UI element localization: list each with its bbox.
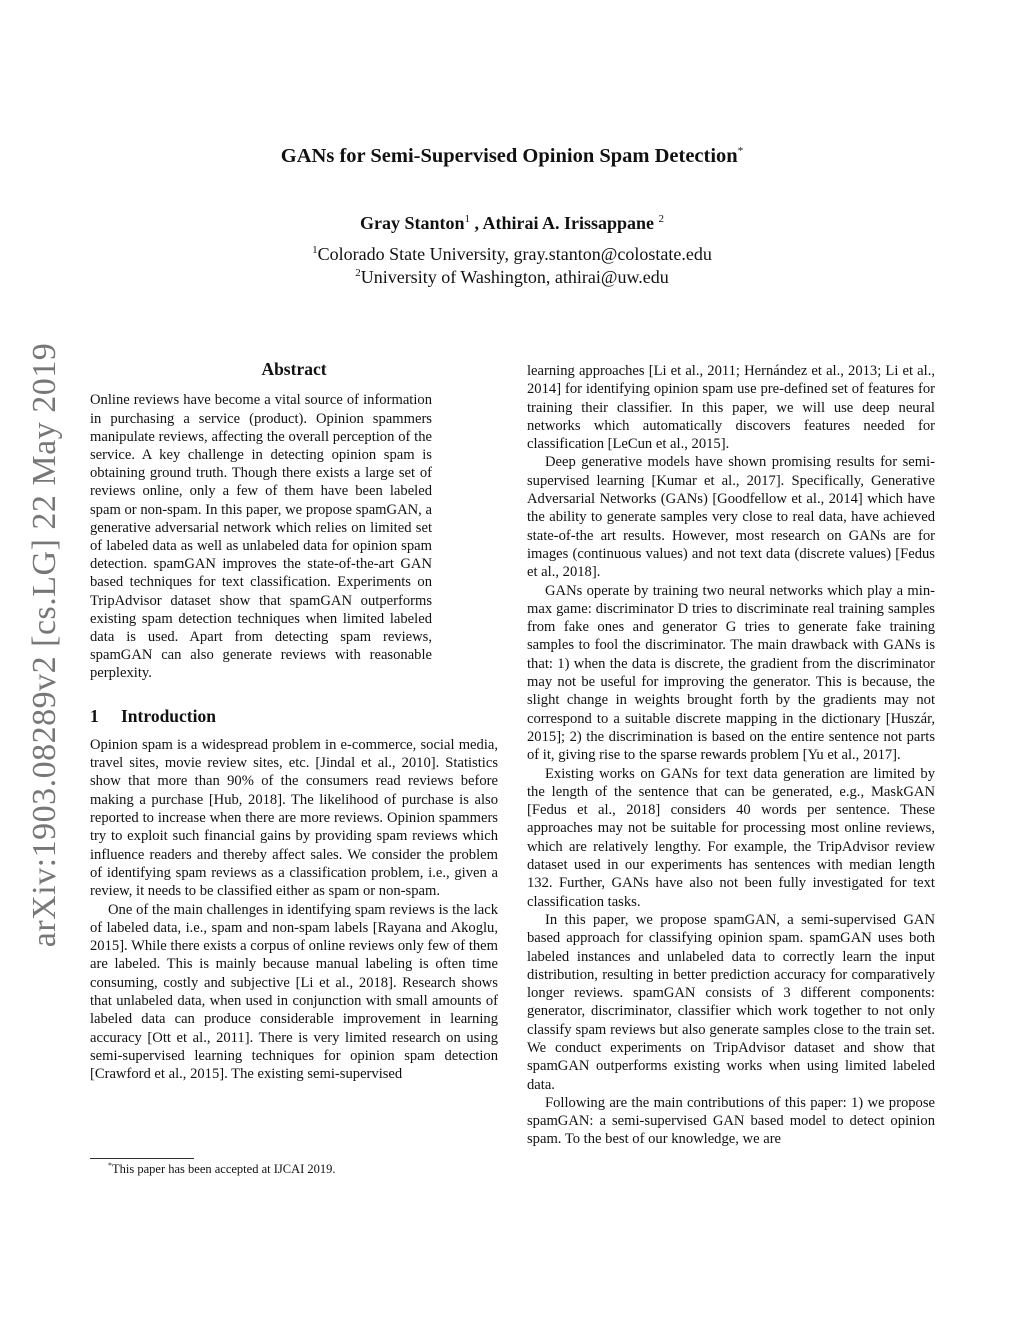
footnote-mark: * <box>108 1161 112 1170</box>
right-paragraph-2: Deep generative models have shown promising results for semi-supervised learning [Kumar et al., 2017]. Specifically, Generative Adversarial Networks (GANs) [Goodfellow et al., 2014] which have the ability to generate samples very close to real data, have achieved state-of-the art results. However, most research on GANs are for images (continuous values) and not text data (discrete values) [Fedus et al., 2018]. <box>527 454 935 581</box>
right-paragraph-1: learning approaches [Li et al., 2011; Hernández et al., 2013; Li et al., 2014] for identifying opinion spam use pre-defined set of features for training their classifier. In this paper, we will use deep neural networks which automatically discovers features needed for classification [LeCun et al., 2015]. <box>527 363 935 453</box>
affiliation-2-mark: 2 <box>355 267 361 279</box>
footnote <box>108 1161 336 1177</box>
affiliation-2-text: University of Washington, athirai@uw.edu <box>360 267 669 287</box>
author-2-mark: 2 <box>658 213 665 225</box>
right-paragraph-5: In this paper, we propose spamGAN, a semi-supervised GAN based approach for classifying opinion spam. spamGAN uses both labeled instances and unlabeled data to correctly learn the input distribution, resulting in better prediction accuracy for comparatively longer reviews. spamGAN consists of 3 different components: generator, discriminator, classifier which work together to not only classify spam reviews but also generate samples close to the train set. We conduct experiments on TripAdvisor dataset and show that spamGAN outperforms existing works when using limited labeled data. <box>527 911 935 1093</box>
abstract-heading: Abstract <box>261 359 327 379</box>
author-1: Gray Stanton <box>359 213 465 233</box>
footnote-text: This paper has been accepted at IJCAI 2019. <box>112 1162 336 1177</box>
arxiv-id: arXiv:1903.08289v2 [cs.LG] 22 May 2019 <box>26 342 63 948</box>
intro-paragraph-2: One of the main challenges in identifying spam reviews is the lack of labeled data, i.e., spam and non-spam labels [Rayana and Akoglu, 2015]. While there exists a corpus of online reviews only few of them are labeled. This is mainly because manual labeling is often time consuming, costly and subjective [Li et al., 2018]. Research shows that unlabeled data, when used in conjunction with small amounts of labeled data can produce considerable improvement in learning accuracy [Ott et al., 2011]. There is very limited research on using semi-supervised learning techniques for opinion spam detection [Crawford et al., 2015]. The existing semi-supervised <box>90 901 498 1083</box>
abstract-body: Online reviews have become a vital source of information in purchasing a service (product). Opinion spammers manipulate reviews, affecting the overall perception of the service. A key challenge in detecting opinion spam is obtaining ground truth. Though there exists a large set of reviews online, only a few of them have been labeled spam or non-spam. In this paper, we propose spamGAN, a generative adversarial network which relies on limited set of labeled data as well as unlabeled data for opinion spam detection. spamGAN improves the state-of-the-art GAN based techniques for text classification. Experiments on TripAdvisor dataset show that spamGAN outperforms existing spam detection techniques when limited labeled data is used. Apart from detecting spam reviews, spamGAN can also generate reviews with reasonable perplexity. <box>90 392 432 682</box>
author-1-mark: 1 <box>464 213 470 225</box>
affiliation-1-mark: 1 <box>312 244 318 256</box>
paper-title <box>0 145 1024 168</box>
paper-title-text: GANs for Semi-Supervised Opinion Spam Detection <box>280 145 738 167</box>
footnote-divider <box>90 1158 194 1159</box>
section-heading-introduction <box>90 707 498 725</box>
right-paragraph-6: Following are the main contributions of this paper: 1) we propose spamGAN: a semi-supervised GAN based model to detect opinion spam. To the best of our knowledge, we are <box>527 1094 935 1148</box>
right-paragraph-4: Existing works on GANs for text data generation are limited by the length of the sentence that can be generated, e.g., MaskGAN [Fedus et al., 2018] considers 40 words per sentence. These approaches may not be suitable for processing most online reviews, which are relatively lengthy. For example, the TripAdvisor review dataset used in our experiments has sentences with median length 132. Further, GANs have also not been fully investigated for text classification tasks. <box>527 765 935 910</box>
affiliation-1 <box>0 244 1024 265</box>
title-footnote-mark: * <box>737 145 744 158</box>
author-separator: , <box>469 213 483 233</box>
author-line <box>0 213 1024 234</box>
intro-paragraph-1: Opinion spam is a widespread problem in e-commerce, social media, travel sites, movie review sites, etc. [Jindal et al., 2010]. Statistics show that more than 90% of the consumers read reviews before making a purchase [Hub, 2018]. The likelihood of purchase is also reported to increase when there are more reviews. Opinion spammers try to exploit such financial gains by providing spam reviews which influence readers and thereby affect sales. We consider the problem of identifying spam reviews as a classification problem, i.e., given a review, it needs to be classified either as spam or non-spam. <box>90 736 498 900</box>
right-column <box>527 362 935 1149</box>
affiliation-1-text: Colorado State University, gray.stanton@colostate.edu <box>317 244 712 264</box>
section-title: Introduction <box>121 705 216 726</box>
left-column <box>90 360 498 1083</box>
arxiv-sidebar-stamp <box>26 342 63 948</box>
author-2: Athirai A. Irissappane <box>482 213 655 233</box>
section-number: 1 <box>90 705 99 726</box>
right-paragraph-3: GANs operate by training two neural networks which play a min-max game: discriminator D tries to discriminate real training samples from fake ones and generator G tries to generate fake training samples to fool the discriminator. The main drawback with GANs is that: 1) when the data is discrete, the gradient from the discriminator may not be useful for improving the generator. This is because, the slight change in weights brought forth by the gradients may not correspond to a suitable discrete mapping in the dictionary [Huszár, 2015]; 2) the discrimination is based on the entire sentence not parts of it, giving rise to the sparse rewards problem [Yu et al., 2017]. <box>527 582 935 764</box>
affiliation-2 <box>0 267 1024 288</box>
